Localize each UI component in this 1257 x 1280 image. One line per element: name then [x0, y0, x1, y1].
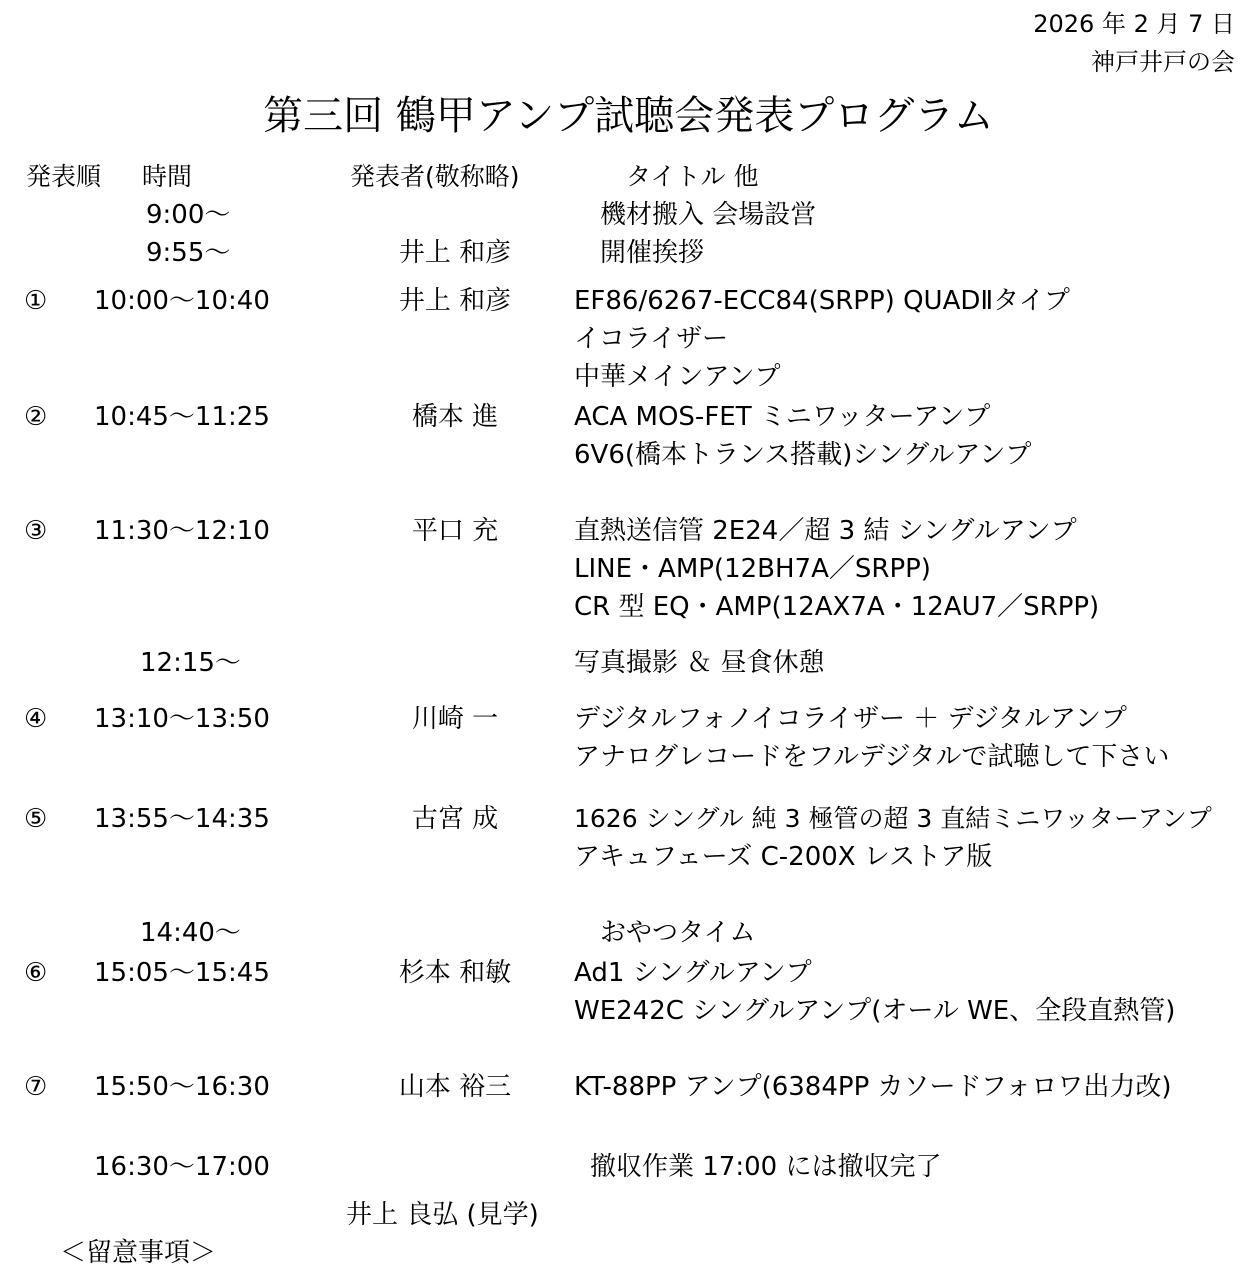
snack-time: 14:40～	[140, 918, 241, 948]
lunch-title: 写真撮影 ＆ 昼食休憩	[574, 648, 825, 678]
presentation-title-line: WE242C シングルアンプ(オール WE、全段直熱管)	[574, 996, 1176, 1026]
closing-time: 16:30～17:00	[94, 1152, 270, 1182]
organization-name: 神戸井戸の会	[1091, 48, 1235, 76]
column-header-title: タイトル 他	[626, 162, 759, 191]
column-header-order: 発表順	[26, 162, 102, 191]
presentation-presenter: 杉本 和敏	[398, 958, 512, 988]
presentation-title-line: イコライザー	[574, 324, 729, 354]
setup-time: 9:00～	[146, 200, 231, 230]
column-header-time: 時間	[142, 162, 193, 191]
presentation-presenter: 橋本 進	[411, 402, 499, 432]
presentation-title-line: ACA MOS-FET ミニワッターアンプ	[574, 402, 991, 432]
presentation-number: ④	[24, 704, 48, 734]
presentation-number: ⑦	[24, 1072, 48, 1102]
presentation-number: ⑤	[24, 804, 48, 834]
document-date: 2026 年 2 月 7 日	[1033, 10, 1235, 38]
presentation-presenter: 山本 裕三	[398, 1072, 512, 1102]
presentation-presenter: 川崎 一	[411, 704, 499, 734]
page-title: 第三回 鶴甲アンプ試聴会発表プログラム	[263, 93, 994, 139]
presentation-time: 13:55～14:35	[94, 804, 270, 834]
presentation-time: 10:00～10:40	[94, 286, 270, 316]
opening-time: 9:55～	[146, 238, 231, 268]
presentation-title-line: KT-88PP アンプ(6384PP カソードフォロワ出力改)	[574, 1072, 1172, 1102]
opening-presenter: 井上 和彦	[398, 238, 512, 268]
presentation-title-line: 中華メインアンプ	[574, 362, 781, 392]
snack-title: おやつタイム	[600, 918, 756, 948]
presentation-title-line: Ad1 シングルアンプ	[574, 958, 812, 988]
presentation-title-line: 直熱送信管 2E24／超 3 結 シングルアンプ	[574, 516, 1077, 546]
opening-title: 開催挨拶	[600, 238, 705, 268]
presentation-title-line: LINE・AMP(12BH7A／SRPP)	[574, 554, 931, 584]
observer-note: 井上 良弘 (見学)	[346, 1200, 539, 1230]
column-header-presenter: 発表者(敬称略)	[350, 162, 520, 191]
presentation-number: ②	[24, 402, 48, 432]
presentation-title-line: CR 型 EQ・AMP(12AX7A・12AU7／SRPP)	[574, 592, 1100, 622]
presentation-number: ③	[24, 516, 48, 546]
presentation-title-line: 1626 シングル 純 3 極管の超 3 直結ミニワッターアンプ	[574, 804, 1212, 833]
lunch-time: 12:15～	[140, 648, 241, 678]
notes-heading: ＜留意事項＞	[60, 1238, 217, 1268]
presentation-time: 15:05～15:45	[94, 958, 270, 988]
setup-title: 機材搬入 会場設営	[600, 200, 817, 230]
presentation-title-line: EF86/6267-ECC84(SRPP) QUADⅡタイプ	[574, 286, 1070, 316]
presentation-time: 11:30～12:10	[94, 516, 270, 546]
presentation-time: 15:50～16:30	[94, 1072, 270, 1102]
closing-title: 撤収作業 17:00 には撤収完了	[590, 1152, 942, 1182]
presentation-time: 13:10～13:50	[94, 704, 270, 734]
presentation-time: 10:45～11:25	[94, 402, 270, 432]
presentation-presenter: 平口 充	[411, 516, 499, 546]
presentation-number: ⑥	[24, 958, 48, 988]
presentation-title-line: 6V6(橋本トランス搭載)シングルアンプ	[574, 440, 1032, 470]
presentation-presenter: 井上 和彦	[398, 286, 512, 316]
presentation-title-line: アナログレコードをフルデジタルで試聴して下さい	[574, 742, 1170, 772]
presentation-title-line: デジタルフォノイコライザー ＋ デジタルアンプ	[574, 704, 1127, 734]
presentation-number: ①	[24, 286, 48, 316]
presentation-presenter: 古宮 成	[411, 804, 499, 834]
presentation-title-line: アキュフェーズ C-200X レストア版	[574, 842, 993, 872]
